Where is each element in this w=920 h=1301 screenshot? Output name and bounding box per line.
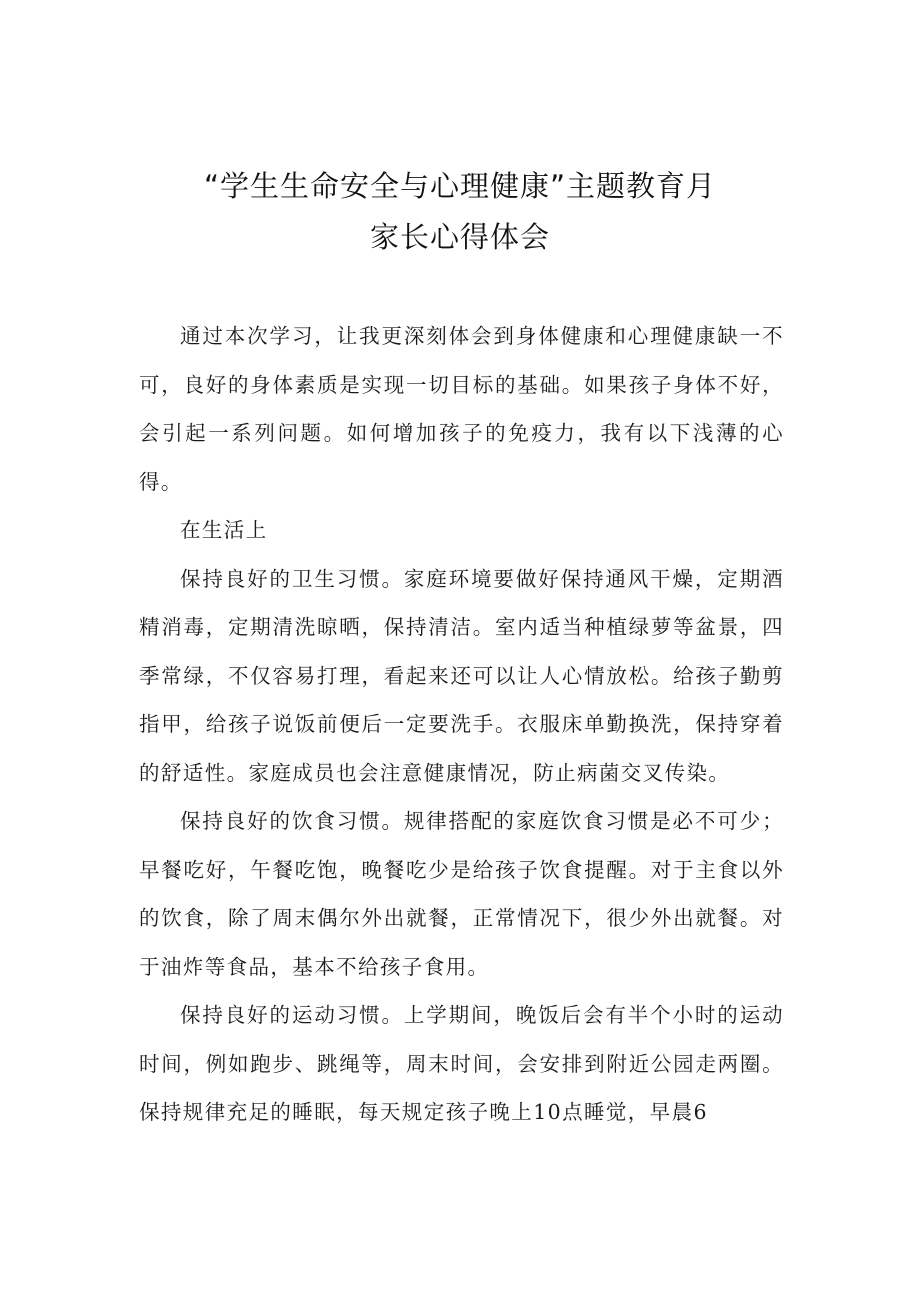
paragraph-exercise-habits: 保持良好的运动习惯。上学期间，晚饭后会有半个小时的运动时间，例如跑步、跳绳等，周末时间，会安排到附近公园走两圈。保持规律充足的睡眠，每天规定孩子晚上10点睡觉，早晨6 xyxy=(139,1003,784,1124)
paragraph-intro: 通过本次学习，让我更深刻体会到身体健康和心理健康缺一不可，良好的身体素质是实现一切目标的基础。如果孩子身体不好，会引起一系列问题。如何增加孩子的免疫力，我有以下浅薄的心得。 xyxy=(139,324,784,494)
section-heading-daily-life: 在生活上 xyxy=(180,518,268,542)
document-title-line-2: 家长心得体会 xyxy=(369,220,550,254)
document-title-line-1: “学生生命安全与心理健康”主题教育月 xyxy=(203,169,717,203)
paragraph-diet-habits: 保持良好的饮食习惯。规律搭配的家庭饮食习惯是必不可少；早餐吃好，午餐吃饱，晚餐吃少是给孩子饮食提醒。对于主食以外的饮食，除了周末偶尔外出就餐，正常情况下，很少外出就餐。对于油炸等食品，基本不给孩子食用。 xyxy=(139,809,784,979)
document-body xyxy=(139,312,784,1137)
paragraph-hygiene-habits: 保持良好的卫生习惯。家庭环境要做好保持通风干燥，定期酒精消毒，定期清洗晾晒，保持清洁。室内适当种植绿萝等盆景，四季常绿，不仅容易打理，看起来还可以让人心情放松。给孩子勤剪指甲，给孩子说饭前便后一定要洗手。衣服床单勤换洗，保持穿着的舒适性。家庭成员也会注意健康情况，防止病菌交叉传染。 xyxy=(139,566,784,785)
